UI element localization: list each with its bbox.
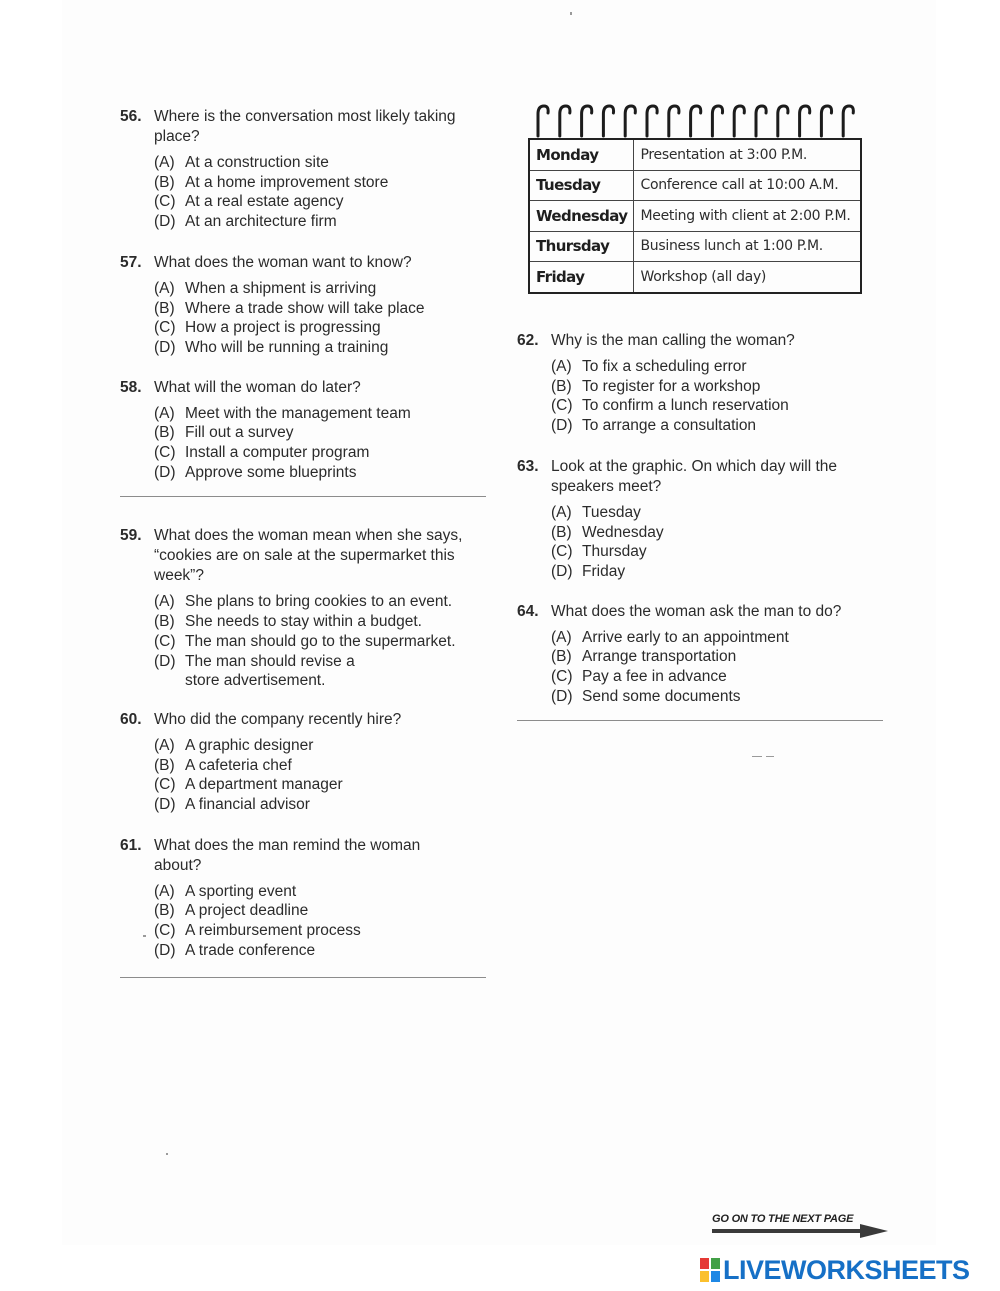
option-letter: (C)	[551, 397, 573, 415]
option-letter: (D)	[551, 417, 573, 435]
calendar-event: Conference call at 10:00 A.M.	[634, 170, 861, 201]
calendar-day: Monday	[529, 140, 634, 170]
answer-option[interactable]	[154, 212, 492, 232]
question-stem	[120, 378, 492, 398]
option-text: A project deadline	[185, 902, 309, 920]
question-61	[120, 836, 492, 961]
option-text: She plans to bring cookies to an event.	[185, 593, 453, 611]
option-text: A reimbursement process	[185, 922, 361, 940]
option-letter: (D)	[551, 562, 573, 580]
option-letter: (A)	[551, 503, 572, 521]
option-letter: (A)	[154, 593, 175, 611]
answer-option[interactable]	[551, 647, 889, 667]
option-text: Fill out a survey	[185, 424, 294, 442]
answer-options	[154, 404, 492, 483]
spiral-ring	[691, 106, 701, 136]
option-text: To confirm a lunch reservation	[582, 397, 789, 415]
answer-option[interactable]	[154, 756, 492, 776]
calendar-day: Tuesday	[529, 170, 634, 201]
answer-option[interactable]	[154, 921, 492, 941]
question-stem	[120, 253, 492, 273]
answer-options	[551, 628, 889, 707]
answer-options	[154, 882, 492, 961]
option-text: Pay a fee in advance	[582, 668, 727, 686]
option-text: To register for a workshop	[582, 377, 761, 395]
option-text: At an architecture firm	[185, 213, 337, 231]
question-text: Where is the conversation most likely taking place?	[154, 108, 456, 145]
answer-option[interactable]	[154, 941, 492, 961]
question-56	[120, 107, 492, 232]
spiral-ring	[778, 106, 788, 136]
spiral-ring	[603, 106, 613, 136]
spiral-ring	[538, 106, 548, 136]
option-letter: (A)	[154, 279, 175, 297]
option-text: Tuesday	[582, 503, 641, 521]
scan-speck	[766, 756, 774, 757]
option-text: Approve some blueprints	[185, 463, 357, 481]
question-number: 61.	[120, 836, 142, 854]
option-text: Arrange transportation	[582, 648, 737, 666]
answer-option[interactable]	[551, 503, 889, 523]
answer-option[interactable]	[154, 279, 492, 299]
answer-option[interactable]	[154, 882, 492, 902]
spiral-ring	[756, 106, 766, 136]
question-62	[517, 331, 889, 436]
answer-options	[551, 357, 889, 436]
option-letter: (B)	[154, 173, 175, 191]
liveworksheets-logo-icon	[700, 1258, 720, 1282]
question-number: 63.	[517, 457, 539, 475]
option-letter: (B)	[154, 299, 175, 317]
option-text: A financial advisor	[185, 796, 310, 814]
option-text: A cafeteria chef	[185, 756, 292, 774]
answer-option[interactable]	[154, 173, 492, 193]
option-text: The man should go to the supermarket.	[185, 632, 456, 650]
option-text: How a project is progressing	[185, 319, 381, 337]
option-letter: (C)	[154, 922, 176, 940]
spiral-ring	[734, 106, 744, 136]
question-text: Who did the company recently hire?	[154, 710, 402, 728]
answer-option[interactable]	[551, 628, 889, 648]
option-letter: (A)	[154, 736, 175, 754]
spiral-ring	[669, 106, 679, 136]
option-letter: (C)	[154, 444, 176, 462]
answer-option[interactable]	[154, 592, 492, 612]
spiral-rings-icon	[528, 102, 862, 138]
answer-option[interactable]	[551, 562, 889, 582]
question-text: What does the woman ask the man to do?	[551, 602, 842, 620]
answer-option[interactable]	[154, 423, 492, 443]
option-letter: (D)	[154, 941, 176, 959]
calendar-day: Thursday	[529, 231, 634, 262]
option-letter: (A)	[551, 628, 572, 646]
answer-option[interactable]	[154, 404, 492, 424]
answer-option[interactable]	[154, 652, 492, 691]
answer-option[interactable]	[154, 192, 492, 212]
go-next-label: GO ON TO THE NEXT PAGE	[712, 1213, 854, 1225]
question-number: 60.	[120, 710, 142, 728]
option-text: Wednesday	[582, 523, 664, 541]
option-letter: (D)	[154, 796, 176, 814]
option-letter: (C)	[154, 193, 176, 211]
answer-option[interactable]	[154, 299, 492, 319]
question-number: 56.	[120, 108, 142, 125]
question-59	[120, 526, 492, 691]
answer-option[interactable]	[154, 775, 492, 795]
option-text: When a shipment is arriving	[185, 279, 377, 297]
section-divider	[517, 720, 883, 721]
option-text: Where a trade show will take place	[185, 299, 425, 317]
option-letter: (D)	[551, 687, 573, 705]
option-text: Who will be running a training	[185, 338, 389, 356]
answer-option[interactable]	[154, 632, 492, 652]
option-text: A department manager	[185, 776, 343, 794]
go-next-page-indicator	[712, 1213, 892, 1237]
calendar-day: Friday	[529, 262, 634, 293]
option-letter: (B)	[154, 613, 175, 631]
question-58	[120, 378, 492, 483]
calendar-event: Presentation at 3:00 P.M.	[634, 140, 861, 170]
option-text: A sporting event	[185, 882, 297, 900]
right-arrow-icon	[712, 1224, 892, 1238]
calendar-row	[529, 170, 861, 201]
option-text: At a home improvement store	[185, 173, 389, 191]
question-64	[517, 602, 889, 707]
spiral-ring	[560, 106, 570, 136]
option-letter: (B)	[551, 523, 572, 541]
option-letter: (C)	[551, 543, 573, 561]
question-text: Why is the man calling the woman?	[551, 332, 795, 349]
answer-option[interactable]	[551, 667, 889, 687]
option-text: The man should revise a store advertisement.	[185, 652, 355, 690]
brand-name: LIVEWORKSHEETS	[723, 1255, 970, 1285]
question-number: 62.	[517, 332, 539, 349]
answer-option[interactable]	[551, 687, 889, 707]
option-letter: (D)	[154, 213, 176, 231]
spiral-ring	[821, 106, 831, 136]
option-letter: (C)	[154, 776, 176, 794]
calendar-table	[528, 140, 862, 294]
option-letter: (C)	[551, 668, 573, 686]
option-text: Arrive early to an appointment	[582, 628, 789, 646]
option-text: A graphic designer	[185, 736, 314, 754]
option-text: To arrange a consultation	[582, 417, 757, 435]
question-text: What does the woman want to know?	[154, 253, 412, 271]
option-letter: (B)	[154, 756, 175, 774]
question-text: What will the woman do later?	[154, 378, 361, 396]
spiral-ring	[712, 106, 722, 136]
calendar-event: Meeting with client at 2:00 P.M.	[634, 201, 861, 232]
answer-option[interactable]	[551, 542, 889, 562]
calendar-day: Wednesday	[529, 201, 634, 232]
answer-option[interactable]	[154, 736, 492, 756]
spiral-ring	[582, 106, 592, 136]
spiral-binding	[528, 102, 862, 140]
option-text: Meet with the management team	[185, 404, 411, 422]
scan-speck	[166, 1153, 168, 1155]
option-text: She needs to stay within a budget.	[185, 613, 422, 631]
option-letter: (B)	[154, 424, 175, 442]
question-text: Look at the graphic. On which day will the speakers meet?	[551, 457, 838, 495]
scan-speck	[752, 756, 762, 757]
answer-option[interactable]	[154, 901, 492, 921]
option-text: To fix a scheduling error	[582, 358, 747, 375]
answer-option[interactable]	[551, 416, 889, 436]
spiral-ring	[843, 106, 853, 136]
question-stem	[517, 457, 889, 497]
option-text: A trade conference	[185, 941, 316, 959]
left-column	[120, 107, 492, 978]
answer-option[interactable]	[154, 795, 492, 815]
option-text: At a construction site	[185, 154, 329, 171]
option-letter: (D)	[154, 463, 176, 481]
weekly-calendar-graphic	[528, 102, 862, 294]
question-stem	[120, 526, 492, 586]
answer-options	[154, 592, 492, 691]
question-stem	[517, 602, 889, 622]
section-divider	[120, 977, 486, 978]
scan-speck	[570, 12, 572, 15]
option-letter: (A)	[154, 154, 175, 171]
option-letter: (A)	[154, 882, 175, 900]
section-divider	[120, 496, 486, 497]
option-letter: (C)	[154, 632, 176, 650]
question-stem	[120, 710, 492, 730]
answer-option[interactable]	[551, 377, 889, 397]
spiral-ring	[800, 106, 810, 136]
question-number: 58.	[120, 378, 142, 396]
answer-option[interactable]	[551, 523, 889, 543]
option-letter: (B)	[551, 377, 572, 395]
option-text: At a real estate agency	[185, 193, 344, 211]
option-text: Install a computer program	[185, 444, 370, 462]
answer-option[interactable]	[154, 153, 492, 173]
right-column	[517, 331, 889, 721]
question-text: What does the man remind the woman about?	[154, 836, 421, 874]
answer-option[interactable]	[154, 463, 492, 483]
question-63	[517, 457, 889, 582]
calendar-row	[529, 231, 861, 262]
answer-option[interactable]	[551, 357, 889, 377]
spiral-ring	[625, 106, 635, 136]
option-text: Friday	[582, 562, 626, 580]
question-number: 64.	[517, 602, 539, 620]
answer-options	[154, 279, 492, 358]
liveworksheets-brand[interactable]	[700, 1257, 970, 1283]
question-number: 59.	[120, 527, 142, 545]
answer-option[interactable]	[154, 318, 492, 338]
option-letter: (A)	[551, 358, 572, 375]
option-letter: (B)	[551, 648, 572, 666]
calendar-row	[529, 201, 861, 232]
calendar-event: Workshop (all day)	[634, 262, 861, 293]
answer-option[interactable]	[154, 443, 492, 463]
option-letter: (B)	[154, 902, 175, 920]
answer-option[interactable]	[154, 338, 492, 358]
answer-option[interactable]	[154, 612, 492, 632]
calendar-row	[529, 140, 861, 170]
question-57	[120, 253, 492, 358]
calendar-row	[529, 262, 861, 293]
question-stem	[120, 836, 492, 876]
question-stem	[517, 331, 889, 351]
answer-option[interactable]	[551, 396, 889, 416]
question-stem	[120, 107, 492, 147]
spiral-ring	[647, 106, 657, 136]
calendar-event: Business lunch at 1:00 P.M.	[634, 231, 861, 262]
question-number: 57.	[120, 253, 142, 271]
option-letter: (D)	[154, 338, 176, 356]
option-text: Send some documents	[582, 687, 741, 705]
question-text: What does the woman mean when she says, “cookies are on sale at the supermarket this week”?	[154, 527, 463, 585]
option-letter: (C)	[154, 319, 176, 337]
option-text: Thursday	[582, 543, 647, 561]
answer-options	[551, 503, 889, 582]
answer-options	[154, 153, 492, 232]
option-letter: (A)	[154, 404, 175, 422]
answer-options	[154, 736, 492, 815]
question-60	[120, 710, 492, 815]
option-letter: (D)	[154, 652, 176, 670]
